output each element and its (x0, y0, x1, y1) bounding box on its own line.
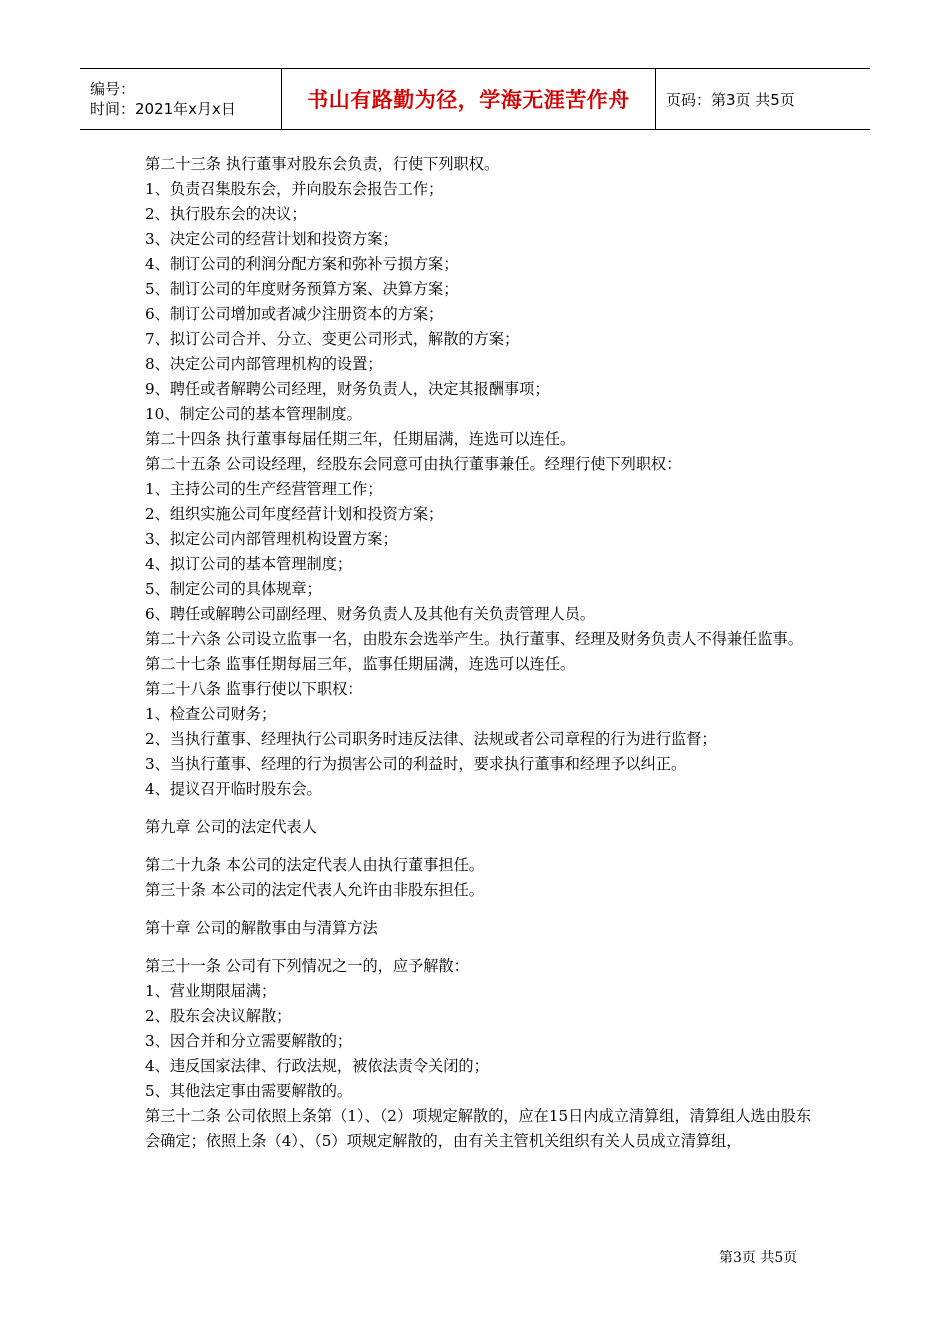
paragraph: 第三十二条 公司依照上条第（1）、（2）项规定解散的，应在15日内成立清算组，清算组人选由股东会确定；依照上条（4）、（5）项规定解散的，由有关主管机关组织有关人员成立清算组， (145, 1107, 812, 1150)
chapter-heading: 第十章 公司的解散事由与清算方法 (145, 919, 378, 937)
paragraph: 1、检查公司财务； (145, 705, 277, 723)
time-label: 时间：2021年x月x日 (90, 100, 236, 118)
paragraph: 5、其他法定事由需要解散的。 (145, 1082, 353, 1100)
paragraph: 5、制订公司的年度财务预算方案、决算方案； (145, 280, 459, 298)
paragraph: 2、当执行董事、经理执行公司职务时违反法律、法规或者公司章程的行为进行监督； (145, 730, 717, 748)
paragraph: 第二十六条 公司设立监事一名，由股东会选举产生。执行董事、经理及财务负责人不得兼任监事。 (145, 630, 803, 648)
paragraph: 10、制定公司的基本管理制度。 (145, 405, 362, 423)
paragraph: 5、制定公司的具体规章； (145, 580, 322, 598)
document-body (145, 152, 815, 1154)
paragraph: 3、因合并和分立需要解散的； (145, 1032, 353, 1050)
motto: 书山有路勤为径，学海无涯苦作舟 (307, 88, 630, 112)
paragraph: 第二十八条 监事行使以下职权： (145, 680, 363, 698)
paragraph: 1、营业期限届满； (145, 982, 277, 1000)
paragraph: 3、当执行董事、经理的行为损害公司的利益时，要求执行董事和经理予以纠正。 (145, 755, 687, 773)
paragraph: 6、制订公司增加或者减少注册资本的方案； (145, 305, 444, 323)
paragraph: 8、决定公司内部管理机构的设置； (145, 355, 383, 373)
page-footer: 第3页 共5页 (719, 1250, 798, 1266)
paragraph: 6、聘任或解聘公司副经理、财务负责人及其他有关负责管理人员。 (145, 605, 596, 623)
paragraph: 2、股东会决议解散； (145, 1007, 292, 1025)
paragraph: 第二十七条 监事任期每届三年，监事任期届满，连选可以连任。 (145, 655, 576, 673)
paragraph: 4、制订公司的利润分配方案和弥补亏损方案； (145, 255, 459, 273)
header-meta (80, 69, 282, 129)
chapter-heading: 第九章 公司的法定代表人 (145, 818, 317, 836)
number-label: 编号： (90, 80, 136, 98)
paragraph: 2、执行股东会的决议； (145, 205, 307, 223)
paragraph: 4、违反国家法律、行政法规，被依法责令关闭的； (145, 1057, 489, 1075)
paragraph: 7、拟订公司合并、分立、变更公司形式，解散的方案； (145, 330, 520, 348)
paragraph: 第二十九条 本公司的法定代表人由执行董事担任。 (145, 856, 484, 874)
page-header (80, 68, 870, 130)
paragraph: 1、负责召集股东会，并向股东会报告工作； (145, 180, 444, 198)
paragraph: 4、提议召开临时股东会。 (145, 780, 322, 798)
paragraph: 第三十一条 公司有下列情况之一的，应予解散： (145, 957, 469, 975)
header-motto-cell (282, 69, 656, 129)
paragraph: 3、拟定公司内部管理机构设置方案； (145, 530, 398, 548)
paragraph: 4、拟订公司的基本管理制度； (145, 555, 353, 573)
paragraph: 第三十条 本公司的法定代表人允许由非股东担任。 (145, 881, 484, 899)
paragraph: 3、决定公司的经营计划和投资方案； (145, 230, 398, 248)
paragraph: 第二十五条 公司设经理，经股东会同意可由执行董事兼任。经理行使下列职权： (145, 455, 682, 473)
header-page-cell (656, 69, 870, 129)
paragraph: 第二十四条 执行董事每届任期三年，任期届满，连选可以连任。 (145, 430, 576, 448)
paragraph: 9、聘任或者解聘公司经理，财务负责人，决定其报酬事项； (145, 380, 550, 398)
paragraph: 2、组织实施公司年度经营计划和投资方案； (145, 505, 444, 523)
page-label: 页码：第3页 共5页 (666, 90, 795, 109)
paragraph: 1、主持公司的生产经营管理工作； (145, 480, 383, 498)
paragraph: 第二十三条 执行董事对股东会负责，行使下列职权。 (145, 155, 500, 173)
